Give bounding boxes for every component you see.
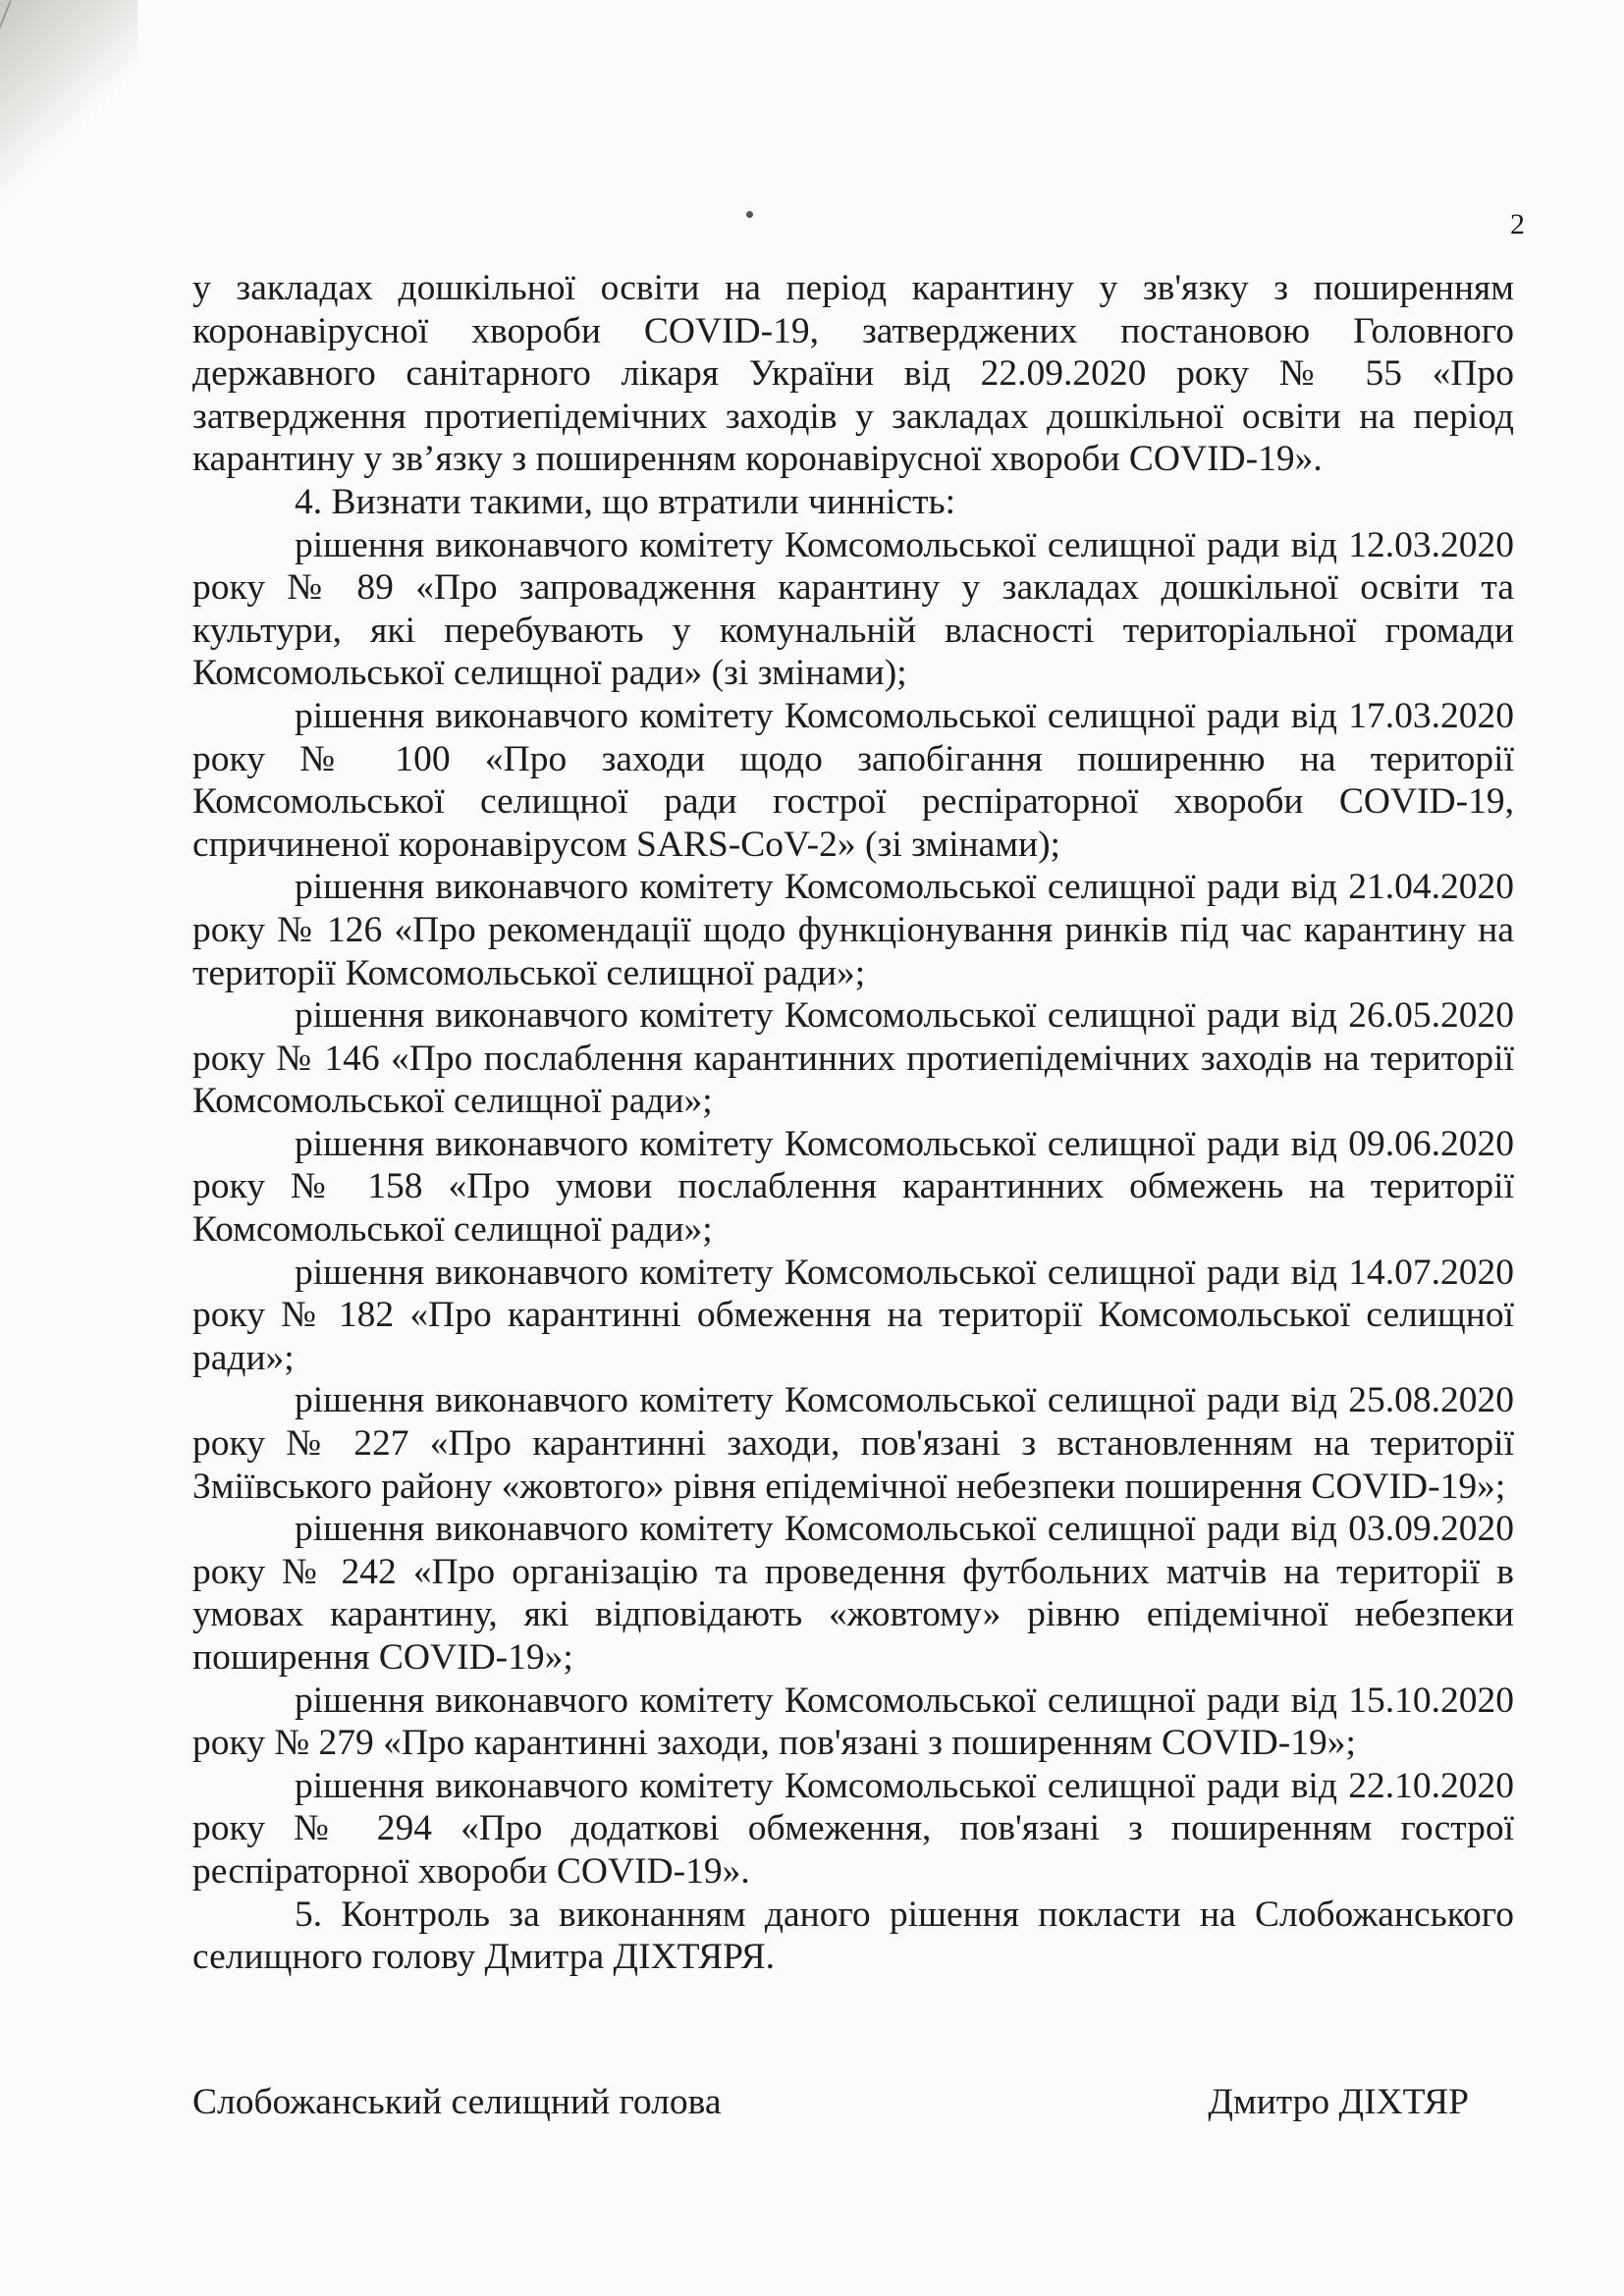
signatory-name: Дмитро ДІХТЯР xyxy=(1208,2082,1469,2122)
folded-corner xyxy=(0,0,137,206)
signatory-title: Слобожанський селищний голова xyxy=(192,2082,722,2122)
paragraph: рішення виконавчого комітету Комсомольської селищної ради від 17.03.2020 року № 100 «Про заходи щодо запобігання поширенню на території Комсомольської селищної ради гострої респіраторної хвороби COVID-19, спричиненої коронавірусом SARS-CoV-2» (зі змінами); xyxy=(192,695,1514,865)
paragraph: рішення виконавчого комітету Комсомольської селищної ради від 14.07.2020 року № 182 «Про карантинні обмеження на території Комсомольської селищної ради»; xyxy=(192,1252,1514,1378)
paragraph: 4. Визнати такими, що втратили чинність: xyxy=(295,481,955,522)
paragraph: рішення виконавчого комітету Комсомольської селищної ради від 03.09.2020 року № 242 «Про організацію та проведення футбольних матчів на території в умовах карантину, які відповідають «жовтому» рівню епідемічної небезпеки поширення COVID-19»; xyxy=(192,1509,1514,1678)
scan-speck xyxy=(746,211,753,218)
paragraph: рішення виконавчого комітету Комсомольської селищної ради від 22.10.2020 року № 294 «Про додаткові обмеження, пов'язані з поширенням гострої респіраторної хвороби COVID-19». xyxy=(192,1765,1514,1892)
paragraph: рішення виконавчого комітету Комсомольської селищної ради від 25.08.2020 року № 227 «Про карантинні заходи, пов'язані з встановленням на території Зміївського району «жовтого» рівня епідемічної небезпеки поширення COVID-19»; xyxy=(192,1380,1514,1507)
paragraph: у закладах дошкільної освіти на період карантину у зв'язку з поширенням коронавірусної хвороби COVID-19, затверджених постановою Головного державного санітарного лікаря України від 22.09.2020 року № 55 «Про затвердження протиепідемічних заходів у закладах дошкільної освіти на період карантину у зв’язку з поширенням коронавірусної хвороби COVID-19». xyxy=(192,268,1514,480)
document-body xyxy=(192,267,1514,1979)
page-number: 2 xyxy=(1510,208,1525,240)
paragraph: рішення виконавчого комітету Комсомольської селищної ради від 12.03.2020 року № 89 «Про запровадження карантину у закладах дошкільної освіти та культури, які перебувають у комунальній власності територіальної громади Комсомольської селищної ради» (зі змінами); xyxy=(192,524,1514,694)
paragraph: рішення виконавчого комітету Комсомольської селищної ради від 26.05.2020 року № 146 «Про послаблення карантинних протиепідемічних заходів на території Комсомольської селищної ради»; xyxy=(192,995,1514,1122)
paragraph: рішення виконавчого комітету Комсомольської селищної ради від 09.06.2020 року № 158 «Про умови послаблення карантинних обмежень на території Комсомольської селищної ради»; xyxy=(192,1123,1514,1251)
paragraph: рішення виконавчого комітету Комсомольської селищної ради від 21.04.2020 року № 126 «Про рекомендації щодо функціонування ринків під час карантину на території Комсомольської селищної ради»; xyxy=(192,867,1514,993)
paragraph: рішення виконавчого комітету Комсомольської селищної ради від 15.10.2020 року № 279 «Про карантинні заходи, пов'язані з поширенням COVID-19»; xyxy=(192,1680,1514,1764)
paragraph: 5. Контроль за виконанням даного рішення покласти на Слобожанського селищного голову Дмитра ДІХТЯРЯ. xyxy=(192,1894,1514,1978)
